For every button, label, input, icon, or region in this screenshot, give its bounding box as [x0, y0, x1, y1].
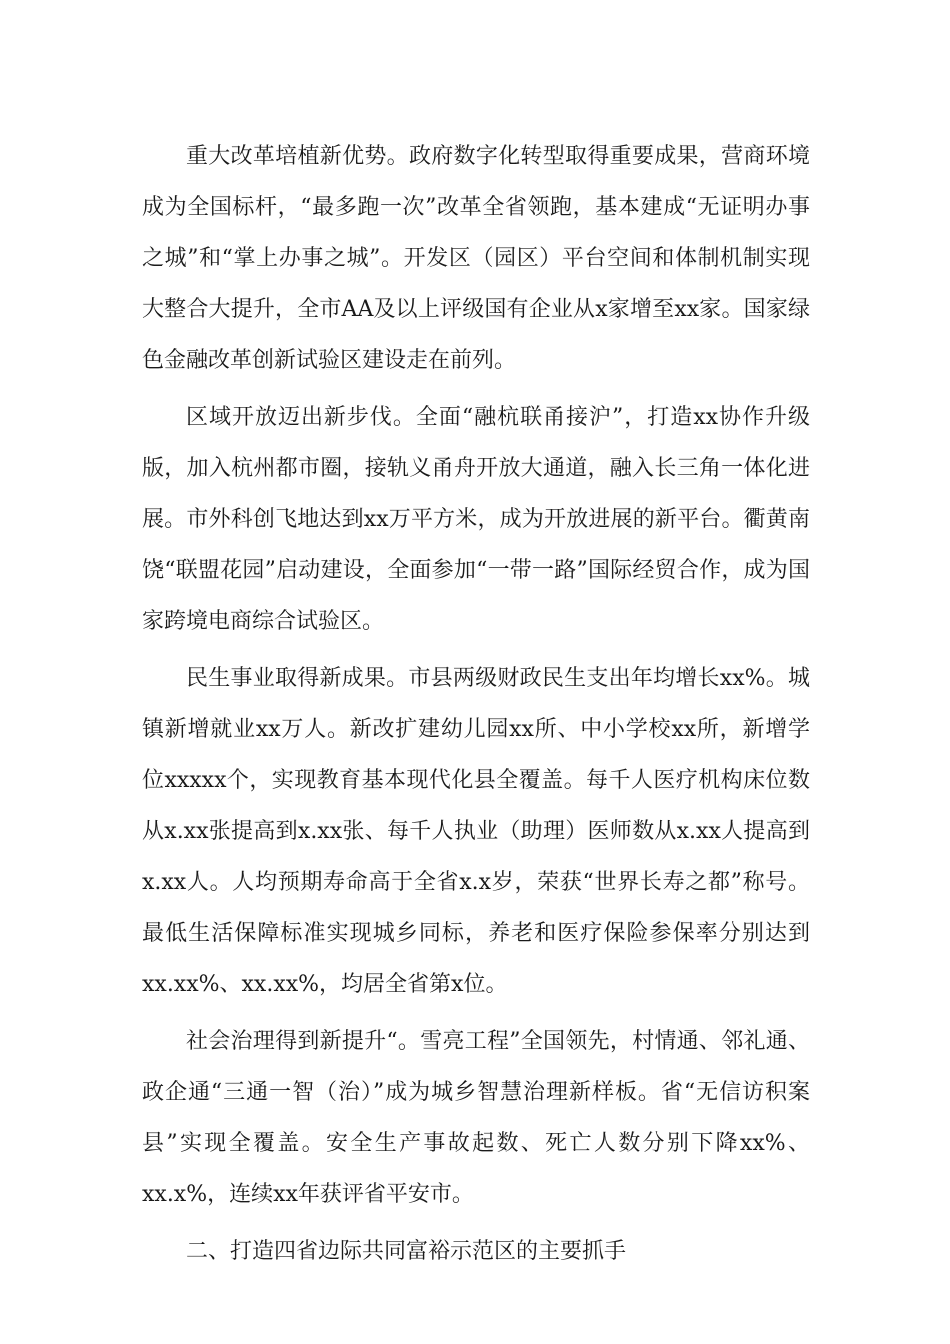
document-body [142, 131, 810, 1277]
paragraph-reform: 重大改革培植新优势。政府数字化转型取得重要成果，营商环境成为全国标杆，“最多跑一次”改革全省领跑，基本建成“无证明办事之城”和“掌上办事之城”。开发区（园区）平台空间和体制机制实现大整合大提升，全市AA及以上评级国有企业从x家增至xx家。国家绿色金融改革创新试验区建设走在前列。 [142, 144, 810, 373]
paragraph-livelihood: 民生事业取得新成果。市县两级财政民生支出年均增长xx%。城镇新增就业xx万人。新改扩建幼儿园xx所、中小学校xx所，新增学位xxxxx个，实现教育基本现代化县全覆盖。每千人医疗机构床位数从x.xx张提高到x.xx张、每千人执业（助理）医师数从x.xx人提高到x.xx人。人均预期寿命高于全省x.x岁，荣获“世界长寿之都”称号。最低生活保障标准实现城乡同标，养老和医疗保险参保率分别达到xx.xx%、xx.xx%，均居全省第x位。 [142, 666, 810, 997]
paragraph-governance: 社会治理得到新提升“。雪亮工程”全国领先，村情通、邻礼通、政企通“三通一智（治）”成为城乡智慧治理新样板。省“无信访积案县”实现全覆盖。安全生产事故起数、死亡人数分别下降xx%、xx.x%，连续xx年获评省平安市。 [142, 1029, 810, 1207]
paragraph-opening: 区域开放迈出新步伐。全面“融杭联甬接沪”，打造xx协作升级版，加入杭州都市圈，接轨义甬舟开放大通道，融入长三角一体化进展。市外科创飞地达到xx万平方米，成为开放进展的新平台。衢黄南饶“联盟花园”启动建设，全面参加“一带一路”国际经贸合作，成为国家跨境电商综合试验区。 [142, 405, 810, 634]
section-heading: 二、打造四省边际共同富裕示范区的主要抓手 [186, 1239, 627, 1264]
